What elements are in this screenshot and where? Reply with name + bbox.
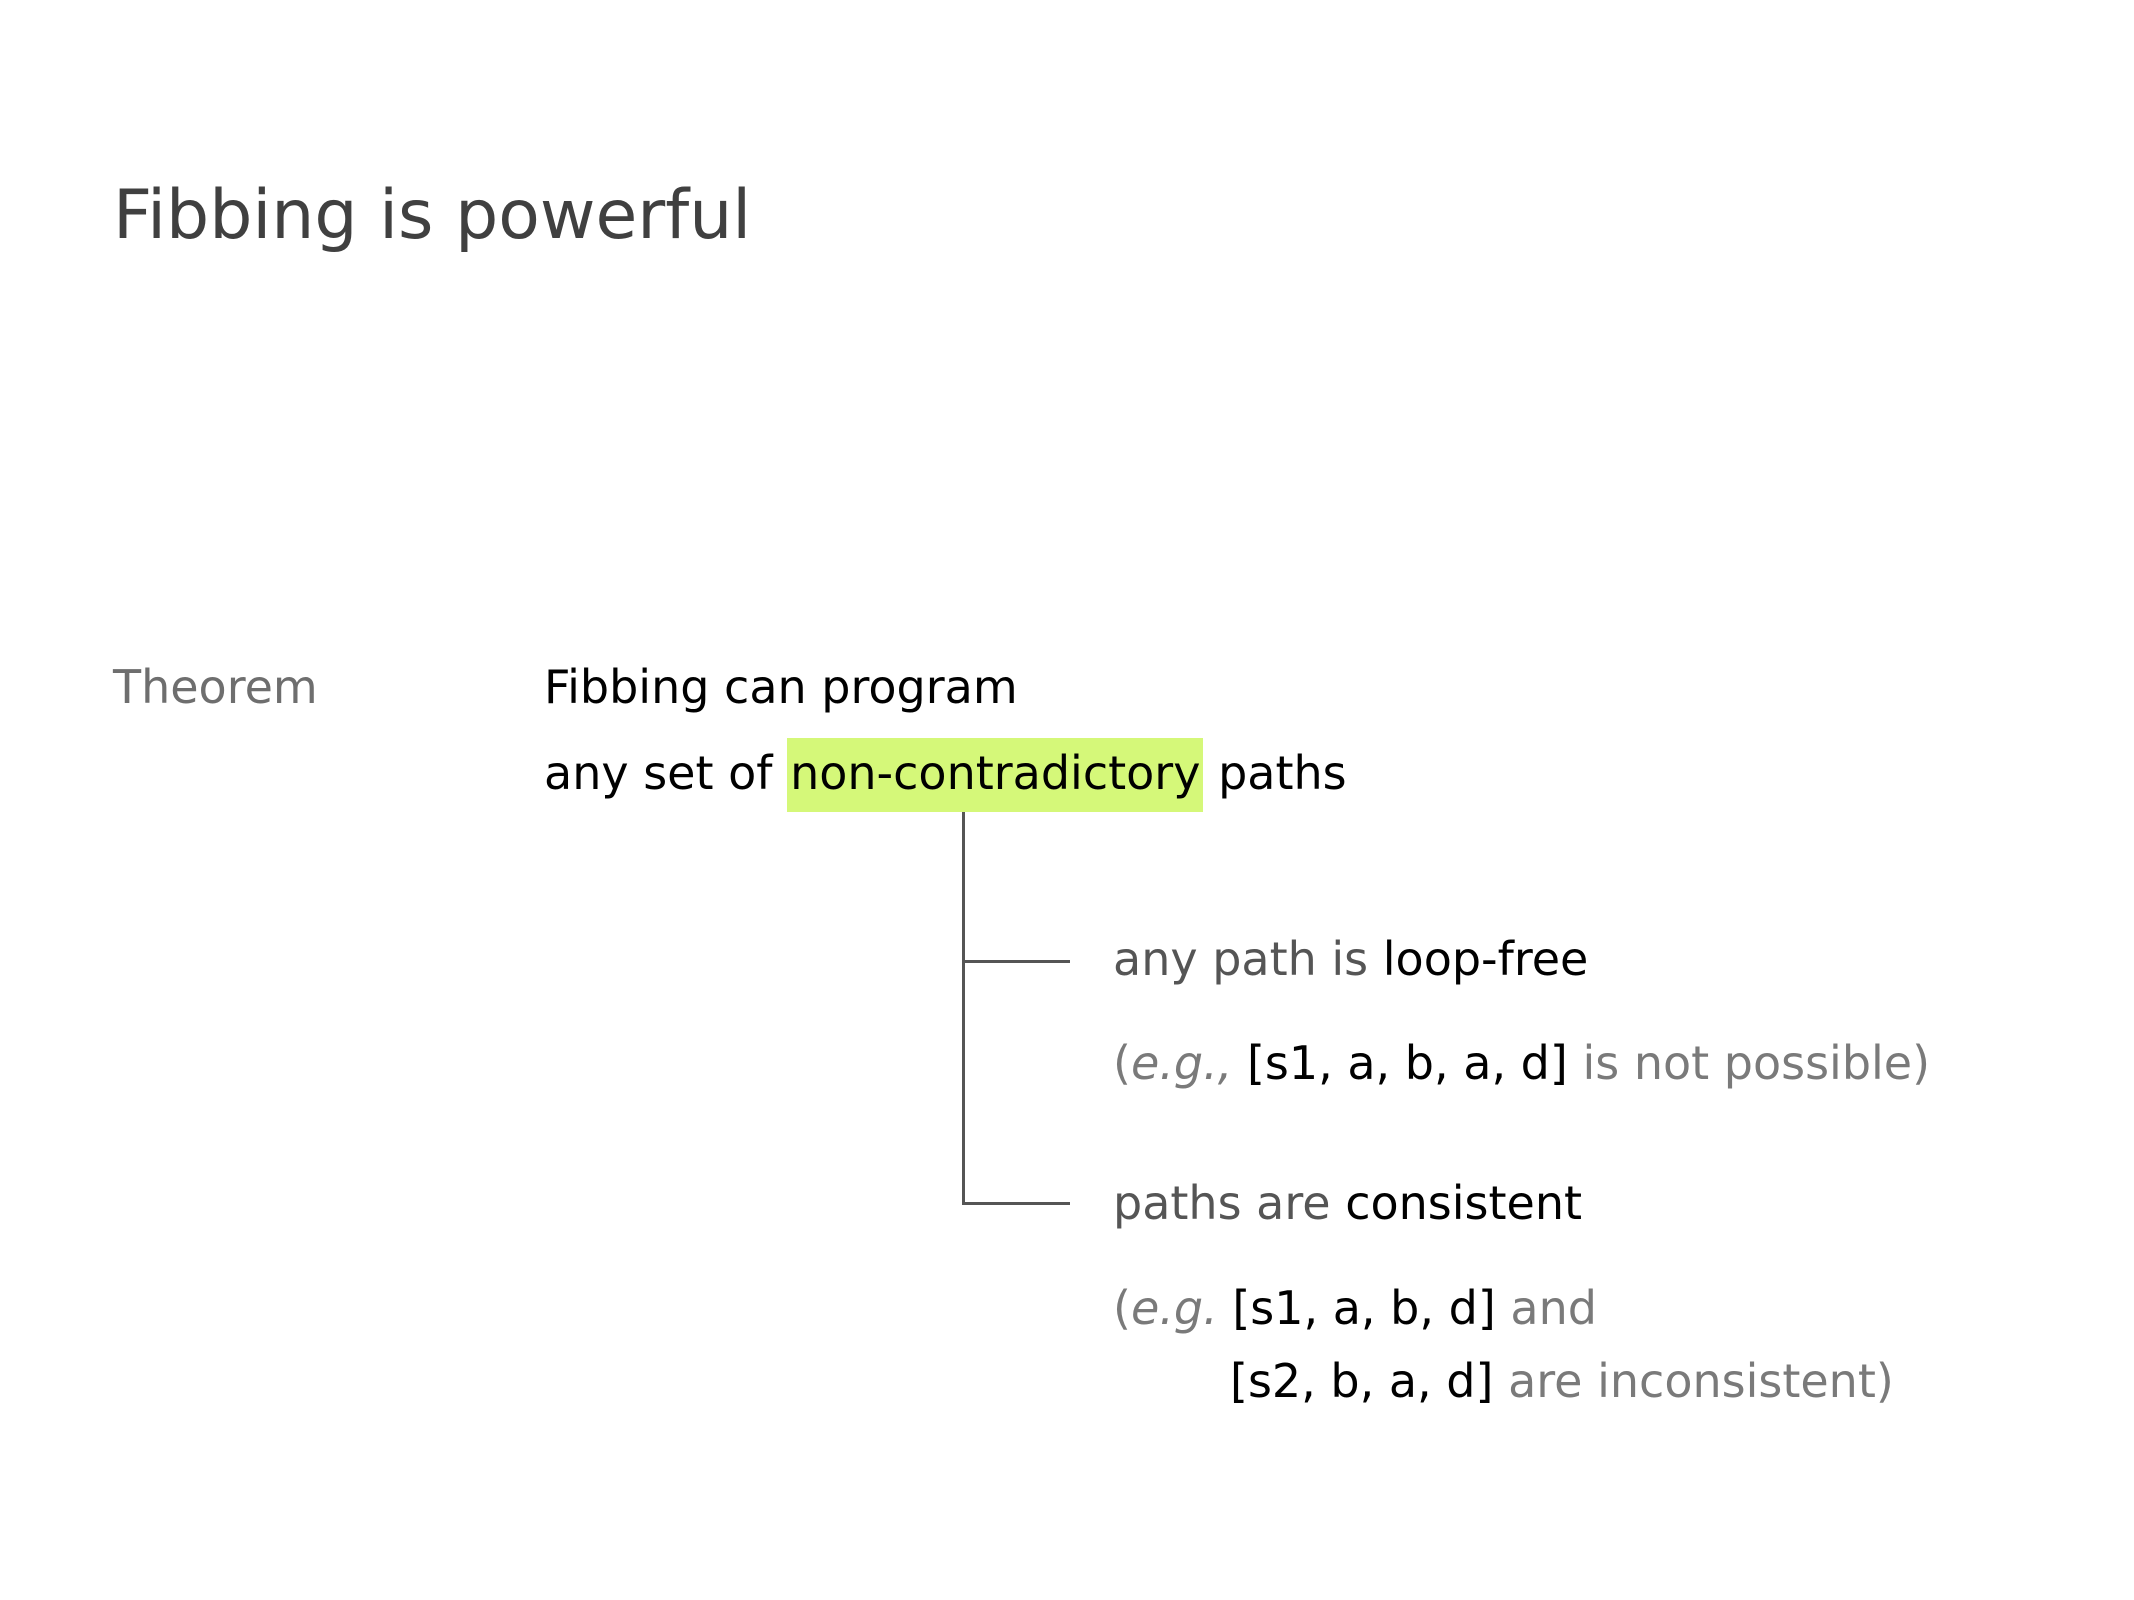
condition-term: loop-free xyxy=(1382,932,1589,986)
example-path: [s1, a, b, a, d] xyxy=(1232,1036,1568,1090)
theorem-statement-line1: Fibbing can program xyxy=(544,660,1018,714)
condition-loop-free xyxy=(1113,932,1589,986)
condition-lead: paths are xyxy=(1113,1176,1346,1230)
theorem-label: Theorem xyxy=(113,660,318,714)
example-rest: are inconsistent) xyxy=(1493,1354,1894,1408)
condition-consistent xyxy=(1113,1176,1583,1230)
example-rest: is not possible) xyxy=(1567,1036,1931,1090)
condition-consistent-example-line1 xyxy=(1113,1281,1597,1335)
condition-lead: any path is xyxy=(1113,932,1383,986)
connector-vertical xyxy=(962,812,965,1205)
eg-text: e.g. xyxy=(1130,1281,1218,1335)
example-path-1: [s1, a, b, d] xyxy=(1217,1281,1496,1335)
paren-open: ( xyxy=(1113,1036,1131,1090)
statement-prefix: any set of xyxy=(544,746,788,800)
highlighted-term: non-contradictory xyxy=(787,738,1203,812)
paren-open: ( xyxy=(1113,1281,1131,1335)
slide-title: Fibbing is powerful xyxy=(113,176,752,255)
example-path-2: [s2, b, a, d] xyxy=(1230,1354,1494,1408)
connector-branch-2 xyxy=(962,1202,1070,1205)
condition-loop-free-example xyxy=(1113,1036,1931,1090)
condition-consistent-example-line2 xyxy=(1230,1354,1894,1408)
condition-term: consistent xyxy=(1345,1176,1583,1230)
statement-suffix: paths xyxy=(1203,746,1347,800)
example-and: and xyxy=(1495,1281,1597,1335)
eg-text: e.g., xyxy=(1130,1036,1233,1090)
connector-branch-1 xyxy=(962,960,1070,963)
theorem-statement-line2 xyxy=(544,746,1347,800)
